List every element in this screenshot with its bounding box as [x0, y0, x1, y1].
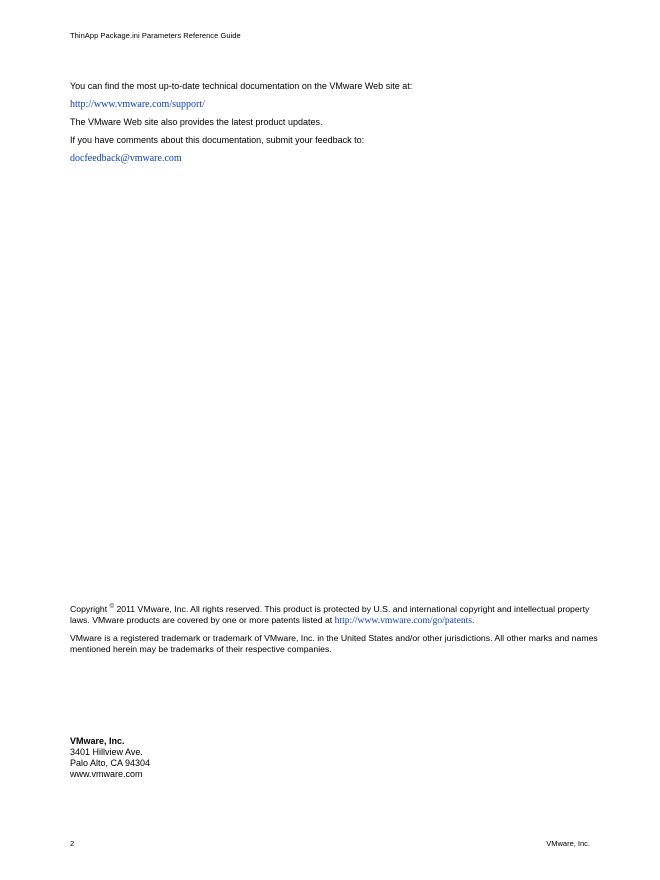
support-intro: You can find the most up-to-date technical documentation on the VMware Web site at: — [70, 81, 413, 91]
street-address: 3401 Hillview Ave. — [70, 747, 143, 757]
patents-link[interactable]: http://www.vmware.com/go/patents — [334, 615, 473, 627]
feedback-intro: If you have comments about this documentation, submit your feedback to: — [70, 135, 365, 145]
trademark-notice: VMware is a registered trademark or trademark of VMware, Inc. in the United States and/or other jurisdictions. All other marks and names mentioned herein may be trademarks of their respective companies. — [70, 633, 598, 655]
city-address: Palo Alto, CA 94304 — [70, 758, 151, 768]
patents-suffix: . — [472, 615, 475, 626]
updates-note: The VMware Web site also provides the latest product updates. — [70, 117, 323, 127]
support-link[interactable]: http://www.vmware.com/support/ — [70, 99, 205, 110]
company-name: VMware, Inc. — [70, 736, 125, 746]
company-address — [70, 736, 150, 780]
running-header: ThinApp Package.ini Parameters Reference Guide — [70, 31, 241, 40]
footer-publisher: VMware, Inc. — [546, 839, 590, 848]
copyright-notice — [70, 604, 600, 626]
page-number: 2 — [70, 839, 75, 848]
copyright-prefix: Copyright — [70, 604, 108, 614]
company-website: www.vmware.com — [70, 769, 143, 779]
copyright-symbol: © — [109, 604, 115, 610]
copyright-text: 2011 VMware, Inc. All rights reserved. This product is protected by U.S. and international copyright and intellectual property laws. VMware products are covered by one or more patents listed at — [70, 604, 590, 626]
feedback-email-link[interactable]: docfeedback@vmware.com — [70, 153, 182, 164]
